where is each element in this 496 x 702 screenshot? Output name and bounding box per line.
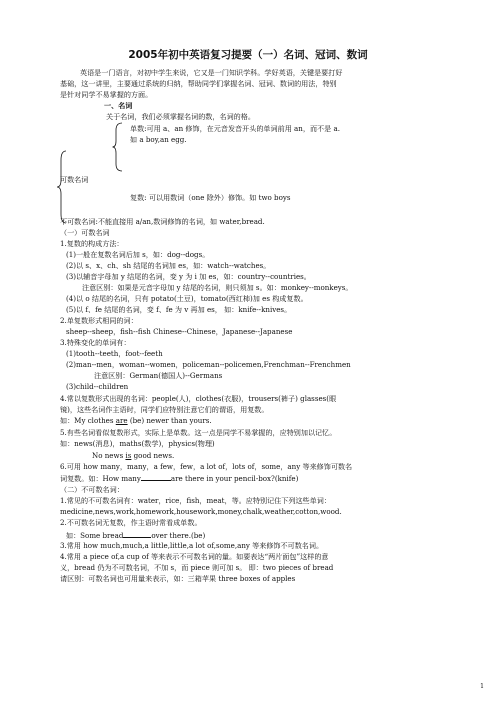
section-noun-heading: 一、名词	[104, 101, 133, 110]
unc2-line: 2.不可数名词无复数，作主语时常看成单数。	[60, 518, 202, 527]
intro-line-1: 英语是一门语言，对初中学生来说，它又是一门知识学科。学好英语，关键是要打好	[80, 68, 343, 77]
rule4-line-2: 镜)，这些名词作主语时，同学们应特别注意它们的谓语，用复数。	[60, 405, 269, 414]
rule1-note: 注意区别：如果是元音字母加 y 结尾的名词，则只须加 s。如：monkey--monkeys。	[82, 283, 353, 292]
sub-heading-uncountable: （二）不可数名词：	[60, 485, 124, 494]
section-noun-desc: 关于名词，我们必须掌握名词的数，名词的格。	[106, 112, 255, 121]
rule4-example: 如：My clothes are (be) newer than yours.	[60, 416, 212, 425]
rule3-note: 注意区别：German(德国人)--Germans	[94, 371, 223, 380]
unc1-line-1: 1.常见的不可数名词有：water，rice，fish，meat，等。应特别记住下列这些单词：	[60, 496, 331, 505]
answer-blank: is	[125, 451, 132, 460]
rule6-line-1: 6.可用 how many，many，a few，few，a lot of，lots of，some，any 等来修饰可数名	[60, 462, 353, 471]
unc4-line-2: 义，bread 仍为不可数名词，不加 s，而 piece 则可加 s。 即：two pieces of bread	[60, 563, 334, 572]
unc4-line-3: 请区别：可数名词也可用量来表示，如：三箱苹果 three boxes of apples	[60, 574, 296, 583]
rule3-item-1: (1)tooth--teeth，foot--feeth	[66, 349, 163, 358]
rule1-item-1: (1)一般在复数名词后加 s，如：dog--dogs。	[66, 250, 210, 259]
rule5-example: No news is good news.	[92, 451, 175, 460]
rule6-line-2: 词复数。如：How many are there in your pencil-box?(knife)	[60, 474, 299, 483]
plural-line: 复数: 可以用数词（one 除外）修饰。如 two boys	[130, 193, 291, 202]
rule5-line-1: 5.有些名词看似复数形式，实际上是单数。这一点是同学不易掌握的，应特别加以记忆。	[60, 428, 337, 437]
unc2-example: 如：Some bread over there.(be)	[66, 531, 206, 540]
page-title: 2005年初中英语复习提要（一）名词、冠词、数词	[128, 49, 368, 61]
rule3-heading: 3.特殊变化的单词有：	[60, 338, 131, 347]
sub-heading-countable: （一）可数名词	[60, 228, 110, 237]
fill-blank[interactable]	[141, 473, 171, 481]
inner-brace-icon	[112, 122, 128, 172]
rule1-heading: 1.复数的构成方法：	[60, 239, 124, 248]
intro-line-3: 是针对同学不易掌握的方面。	[60, 90, 153, 99]
rule1-item-3: (3)以辅音字母加 y 结尾的名词，变 y 为 i 加 es，如：country--countries。	[66, 272, 311, 281]
page-number: 1	[480, 683, 484, 690]
outer-brace-icon	[56, 150, 68, 224]
rule5-line-2: 如：news(消息)，maths(数学)，physics(物理)	[60, 439, 215, 448]
rule3-item-3: (3)child--children	[66, 382, 129, 391]
rule1-item-5: (5)以 f、fe 结尾的名词，变 f、fe 为 v 再加 es， 如：knife--knives。	[66, 305, 292, 314]
intro-line-2: 基础，这一讲里，主要通过系统的归纳，帮助同学们掌握名词、冠词、数词的用法，特别	[60, 79, 337, 88]
fill-blank[interactable]	[123, 530, 151, 538]
rule2-example: sheep--sheep，fish--fish Chinese--Chinese，Japanese--Japanese	[66, 327, 293, 336]
unc3-line: 3.常用 how much,much,a little,little,a lot of,some,any 等来修饰不可数名词。	[60, 541, 324, 550]
rule3-item-2: (2)man--men，woman--women，policeman--policemen,Frenchman--Frenchmen	[66, 360, 351, 369]
rule1-item-2: (2)以 s、x、ch、sh 结尾的名词加 es，如：watch--watches。	[66, 261, 271, 270]
rule2-heading: 2.单复数形式相同的词：	[60, 316, 138, 325]
uncountable-line: 不可数名词:不能直接用 a/an,数词修饰的名词，如 water,bread.	[60, 217, 265, 226]
answer-blank: are	[115, 416, 128, 425]
singular-line-2: 如 a boy,an egg.	[130, 135, 187, 144]
rule1-item-4: (4)以 o 结尾的名词，只有 potato(土豆)，tomato(西红柿)加 es 构成复数。	[66, 294, 308, 303]
unc4-line-1: 4.常用 a piece of,a cup of 等来表示不可数名词的量。如要表达“两片面包”这样的意	[60, 552, 329, 561]
countable-noun-label: 可数名词	[60, 175, 89, 184]
unc1-line-2: medicine,news,work,homework,housework,money,chalk,weather,cotton,wood.	[60, 507, 342, 516]
singular-line-1: 单数:可用 a、an 修饰，在元音发音开头的单词前用 an，而不是 a.	[130, 124, 340, 133]
rule4-line-1: 4.常以复数形式出现的名词：people(人)，clothes(衣服)，trousers(裤子) glasses(眼	[60, 394, 337, 403]
